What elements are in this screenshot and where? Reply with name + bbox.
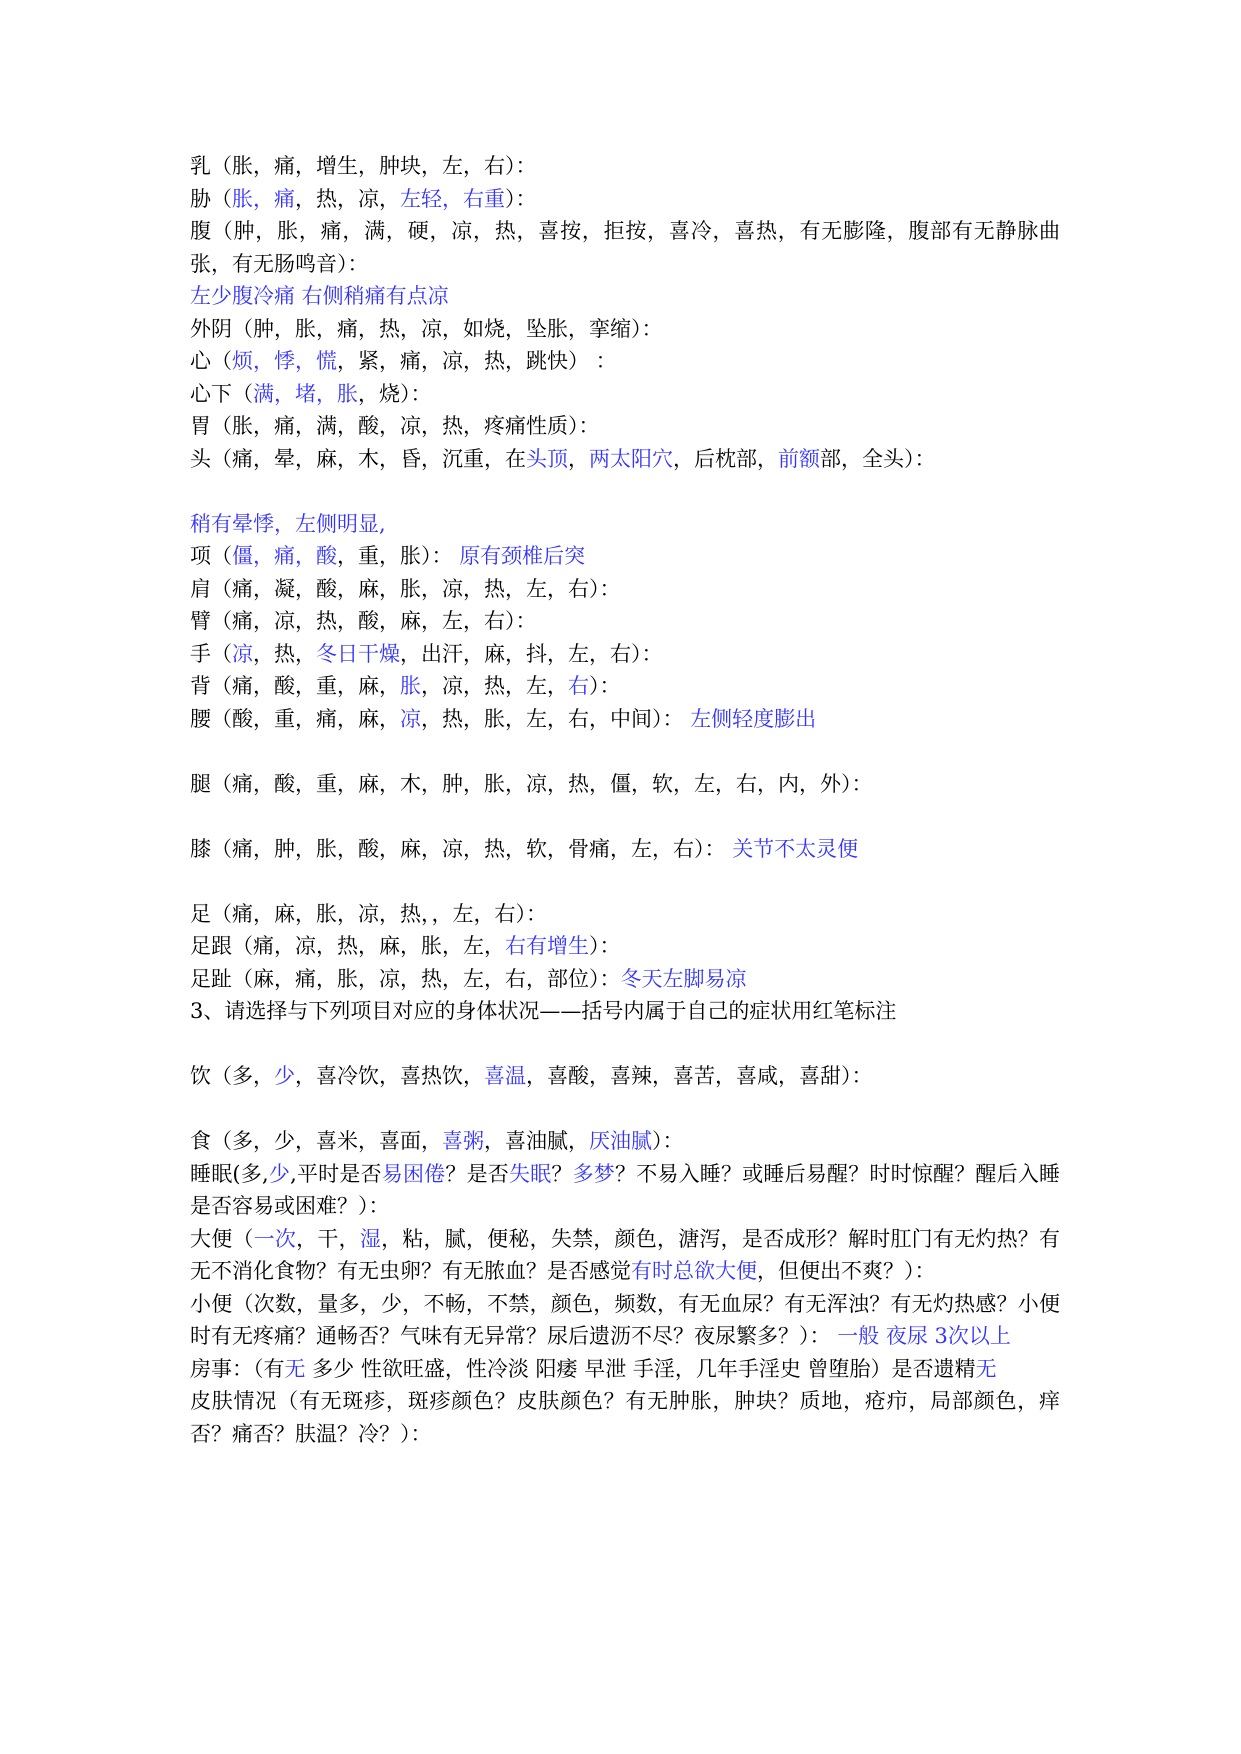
highlighted-text: 左轻，右重: [400, 186, 505, 211]
text-segment: 胁（: [190, 186, 232, 211]
text-segment: 皮肤情况（有无斑疹，斑疹颜色？皮肤颜色？有无肿胀，肿块？质地，疮疖，局部颜色，痒否？痛否？肤温？冷？）：: [190, 1389, 1060, 1446]
highlighted-text: 稍有晕悸，左侧明显,: [190, 511, 386, 536]
highlighted-text: 有时总欲大便: [631, 1259, 757, 1283]
blank-line: [190, 800, 1060, 833]
text-segment: ？是否: [445, 1161, 509, 1186]
text-segment: 腿（痛，酸，重，麻，木，肿，胀，凉，热，僵，软，左，右，内，外）：: [190, 771, 873, 796]
blank-line: [190, 865, 1060, 898]
text-line: [190, 345, 1060, 378]
text-line: [190, 1385, 1060, 1450]
text-segment: 足趾（麻，痛，胀，凉，热，左，右，部位）：: [190, 966, 621, 991]
text-segment: 部，全头）：: [820, 446, 936, 471]
text-segment: 乳（胀，痛，增生，肿块，左，右）：: [190, 154, 537, 178]
highlighted-text: 厌油腻: [589, 1129, 652, 1153]
text-segment: 臂（痛，凉，热，酸，麻，左，右）：: [190, 609, 537, 633]
text-line: [190, 313, 1060, 346]
highlighted-text: 凉: [400, 706, 421, 731]
highlighted-text: 凉: [232, 641, 253, 666]
text-line: [190, 150, 1060, 183]
text-segment: ，喜冷饮，喜热饮，: [295, 1064, 484, 1088]
highlighted-text: 易困倦: [381, 1161, 446, 1186]
highlighted-text: 一次: [253, 1226, 297, 1251]
text-segment: 头（痛，晕，麻，木，昏，沉重，在: [190, 446, 526, 471]
text-line: [190, 1288, 1060, 1353]
text-segment: ，重，胀）：: [337, 544, 460, 568]
highlighted-text: 原有颈椎后突: [459, 544, 586, 568]
highlighted-text: 一般 夜尿 3次以上: [837, 1324, 1011, 1348]
text-segment: 腰（酸，重，痛，麻，: [190, 706, 400, 731]
text-line: [190, 573, 1060, 606]
text-segment: ，出汗，麻，抖，左，右）：: [400, 641, 663, 666]
text-segment: ，热，: [253, 641, 316, 666]
text-segment: ，: [568, 446, 589, 471]
text-line: [190, 183, 1060, 216]
text-segment: 足跟（痛，凉，热，麻，胀，左，: [190, 934, 505, 958]
text-line: [190, 215, 1060, 280]
text-segment: 手（: [190, 641, 232, 666]
text-line: [190, 605, 1060, 638]
highlighted-text: 无: [284, 1356, 306, 1381]
blank-line: [190, 1093, 1060, 1126]
text-line: [190, 443, 1060, 476]
highlighted-text: 关节不太灵便: [732, 836, 859, 861]
highlighted-text: 喜温: [484, 1064, 526, 1088]
highlighted-text: 左少腹冷痛 右侧稍痛有点凉: [190, 284, 449, 308]
text-segment: 房事：（有: [190, 1356, 285, 1381]
text-line: [190, 930, 1060, 963]
text-segment: ，热，凉，: [295, 186, 400, 211]
highlighted-text: 湿: [359, 1226, 382, 1251]
text-segment: ）：: [505, 186, 537, 211]
text-line: [190, 833, 1060, 866]
text-line: [190, 1353, 1060, 1386]
highlighted-text: 僵，痛，酸: [232, 544, 337, 568]
text-segment: 睡眠(多,: [190, 1161, 269, 1186]
text-line: [190, 995, 1060, 1028]
text-segment: ）：: [589, 934, 621, 958]
text-segment: ，喜油腻，: [484, 1129, 589, 1153]
text-segment: ,平时是否: [290, 1161, 382, 1186]
text-segment: 背（痛，酸，重，麻，: [190, 674, 400, 698]
blank-line: [190, 475, 1060, 508]
text-line: [190, 670, 1060, 703]
text-segment: 肩（痛，凝，酸，麻，胀，凉，热，左，右）：: [190, 576, 621, 601]
text-segment: ）：: [652, 1129, 684, 1153]
document-body: [190, 150, 1060, 1450]
highlighted-text: 冬日干燥: [316, 641, 400, 666]
text-segment: ，紧，痛，凉，热，跳快） ：: [337, 349, 617, 373]
text-segment: ，烧）：: [358, 381, 432, 406]
text-segment: 3、请选择与下列项目对应的身体状况——括号内属于自己的症状用红笔标注: [190, 999, 897, 1023]
text-segment: 心（: [190, 349, 232, 373]
text-segment: ，粘，腻，便秘，失禁，颜色，溏泻，是否成形？解时肛门有无灼热？有无不消化食物？有无虫卵？有无脓血？是否感觉: [190, 1226, 1061, 1283]
highlighted-text: 两太阳穴: [589, 446, 673, 471]
text-segment: 心下（: [190, 381, 253, 406]
highlighted-text: 左侧轻度膨出: [690, 706, 817, 731]
text-line: [190, 1125, 1060, 1158]
text-segment: ，后枕部，: [673, 446, 778, 471]
text-line: [190, 638, 1060, 671]
text-line: [190, 1158, 1060, 1223]
text-segment: 膝（痛，肿，胀，酸，麻，凉，热，软，骨痛，左，右）：: [190, 836, 733, 861]
text-segment: ，喜酸，喜辣，喜苦，喜咸，喜甜）：: [526, 1064, 873, 1088]
highlighted-text: 右有增生: [505, 934, 589, 958]
text-line: [190, 540, 1060, 573]
highlighted-text: 胀，痛: [232, 186, 295, 211]
text-segment: 多少 性欲旺盛，性冷淡 阳痿 早泄 手淫，几年手淫史 曾堕胎）是否遗精: [305, 1356, 976, 1381]
text-line: [190, 898, 1060, 931]
text-segment: ，热，胀，左，右，中间）：: [421, 706, 691, 731]
highlighted-text: 胀: [400, 674, 421, 698]
text-segment: ，干，: [296, 1226, 360, 1251]
text-line: [190, 768, 1060, 801]
blank-line: [190, 735, 1060, 768]
text-segment: 腹（肿，胀，痛，满，硬，凉，热，喜按，拒按，喜冷，喜热，有无膨隆，腹部有无静脉曲张，有无肠鸣音）：: [190, 219, 1060, 276]
text-line: [190, 1060, 1060, 1093]
highlighted-text: 头顶: [526, 446, 568, 471]
blank-line: [190, 1028, 1060, 1061]
text-segment: 足（痛，麻，胀，凉，热，，左，右）：: [190, 901, 547, 926]
highlighted-text: 少: [268, 1161, 291, 1186]
highlighted-text: 满，堵，胀: [253, 381, 358, 406]
highlighted-text: 失眠: [508, 1161, 552, 1186]
text-segment: ，但便出不爽？）：: [757, 1259, 936, 1283]
highlighted-text: 冬天左脚易凉: [620, 966, 747, 991]
text-segment: 大便（: [190, 1226, 254, 1251]
highlighted-text: 前额: [778, 446, 820, 471]
text-segment: 胃（胀，痛，满，酸，凉，热，疼痛性质）：: [190, 414, 600, 438]
text-segment: 小便（次数，量多，少，不畅，不禁，颜色，频数，有无血尿？有无浑浊？有无灼热感？小便时有无疼痛？通畅否？气味有无异常？尿后遗沥不尽？夜尿繁多？）：: [190, 1291, 1060, 1348]
highlighted-text: 喜粥: [442, 1129, 484, 1153]
text-segment: 食（多，少，喜米，喜面，: [190, 1129, 442, 1153]
text-segment: ？: [551, 1161, 573, 1186]
text-segment: 外阴（肿，胀，痛，热，凉，如烧，坠胀，挛缩）：: [190, 316, 663, 341]
text-line: [190, 1223, 1060, 1288]
text-segment: 饮（多，: [190, 1064, 274, 1088]
text-segment: ）：: [589, 674, 621, 698]
text-segment: ，凉，热，左，: [421, 674, 568, 698]
highlighted-text: 无: [975, 1356, 997, 1381]
text-line: [190, 963, 1060, 996]
text-line: [190, 280, 1060, 313]
text-segment: 项（: [190, 544, 232, 568]
highlighted-text: 烦，悸，慌: [232, 349, 337, 373]
text-line: [190, 703, 1060, 736]
highlighted-text: 多梦: [572, 1161, 615, 1186]
text-segment: ？不易入睡？或睡后易醒？时时惊醒？醒后入睡是否容易或困难？）：: [190, 1161, 1061, 1218]
highlighted-text: 少: [274, 1064, 295, 1088]
text-line: [190, 508, 1060, 541]
text-line: [190, 378, 1060, 411]
text-line: [190, 410, 1060, 443]
highlighted-text: 右: [568, 674, 589, 698]
